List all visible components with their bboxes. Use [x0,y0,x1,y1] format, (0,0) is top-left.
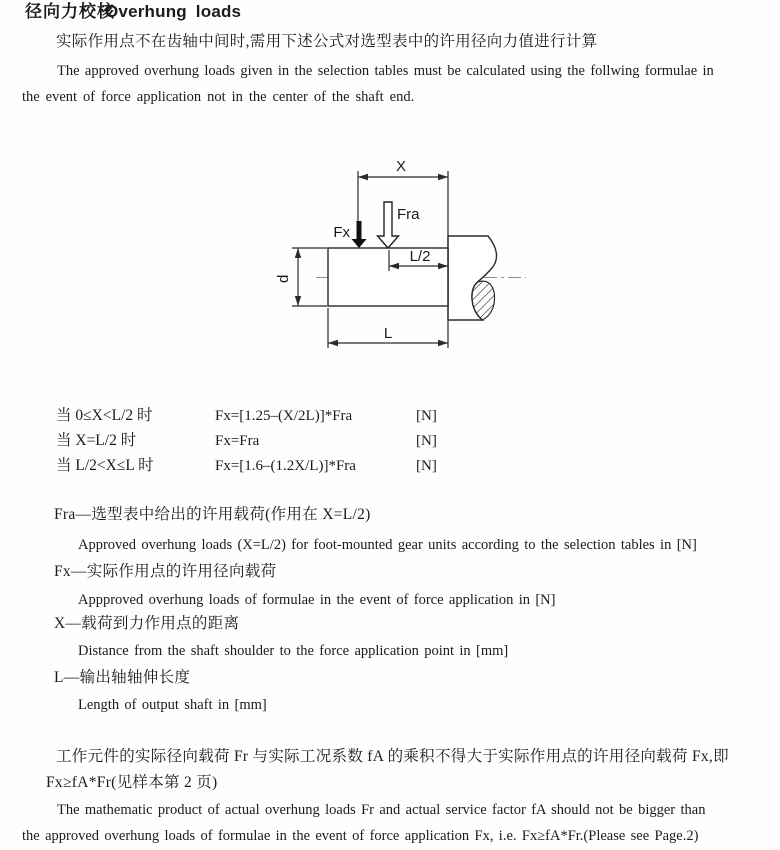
definition-term-l: L—输出轴轴伸长度 [54,669,191,686]
definition-desc-fra: Approved overhung loads (X=L/2) for foot-mounted gear units according to the selection tables in [N] [78,537,697,553]
fra-force-arrow-icon [378,202,399,248]
definition-term-fra: Fra—选型表中给出的许用载荷(作用在 X=L/2) [54,506,371,523]
definition-desc-fx: Appproved overhung loads of formulae in the event of force application in [N] [78,592,556,608]
note-en-line2: the approved overhung loads of formulae in the event of force application Fx, i.e. Fx≥fA*Fr.(Please see Page.2) [22,828,699,844]
definition-desc-x: Distance from the shaft shoulder to the force application point in [mm] [78,643,509,659]
fx-label: Fx [333,224,350,241]
note-en-line1: The mathematic product of actual overhung loads Fr and actual service factor fA should not be bigger than [57,802,706,818]
dim-l-half-label: L/2 [409,248,431,265]
dim-d-label: d [275,274,292,283]
formula-unit: [N] [416,458,437,474]
formula-expression: Fx=[1.25–(X/2L)]*Fra [215,408,353,424]
page-title-en: Overhung loads [105,2,242,21]
formula-unit: [N] [416,408,437,424]
fra-label: Fra [397,206,420,223]
formula-expression: Fx=Fra [215,433,260,449]
definition-term-x: X—载荷到力作用点的距离 [54,615,240,632]
intro-text-zh: 实际作用点不在齿轴中间时,需用下述公式对选型表中的许用径向力值进行计算 [56,33,598,50]
note-zh-line1: 工作元件的实际径向载荷 Fr 与实际工况系数 fA 的乘积不得大于实际作用点的许用径向载荷 Fx,即 [56,748,729,765]
shaft-load-diagram [266,150,534,362]
definition-desc-l: Length of output shaft in [mm] [78,697,267,713]
definition-term-fx: Fx—实际作用点的许用径向载荷 [54,563,277,580]
dim-l-label: L [383,325,393,342]
formula-condition: 当 X=L/2 时 [56,432,137,449]
page-title-zh: 径向力校核 [25,2,115,21]
formula-expression: Fx=[1.6–(1.2X/L)]*Fra [215,458,356,474]
formula-condition: 当 0≤X<L/2 时 [56,407,153,424]
formula-unit: [N] [416,433,437,449]
intro-text-en-line2: the event of force application not in the center of the shaft end. [22,89,415,105]
dim-x-label: X [395,158,407,175]
formula-condition: 当 L/2<X≤L 时 [56,457,154,474]
intro-text-en-line1: The approved overhung loads given in the selection tables must be calculated using the follwing formulae in [57,63,714,79]
fx-force-arrow-icon [352,221,367,248]
note-zh-line2: Fx≥fA*Fr(见样本第 2 页) [46,774,218,791]
